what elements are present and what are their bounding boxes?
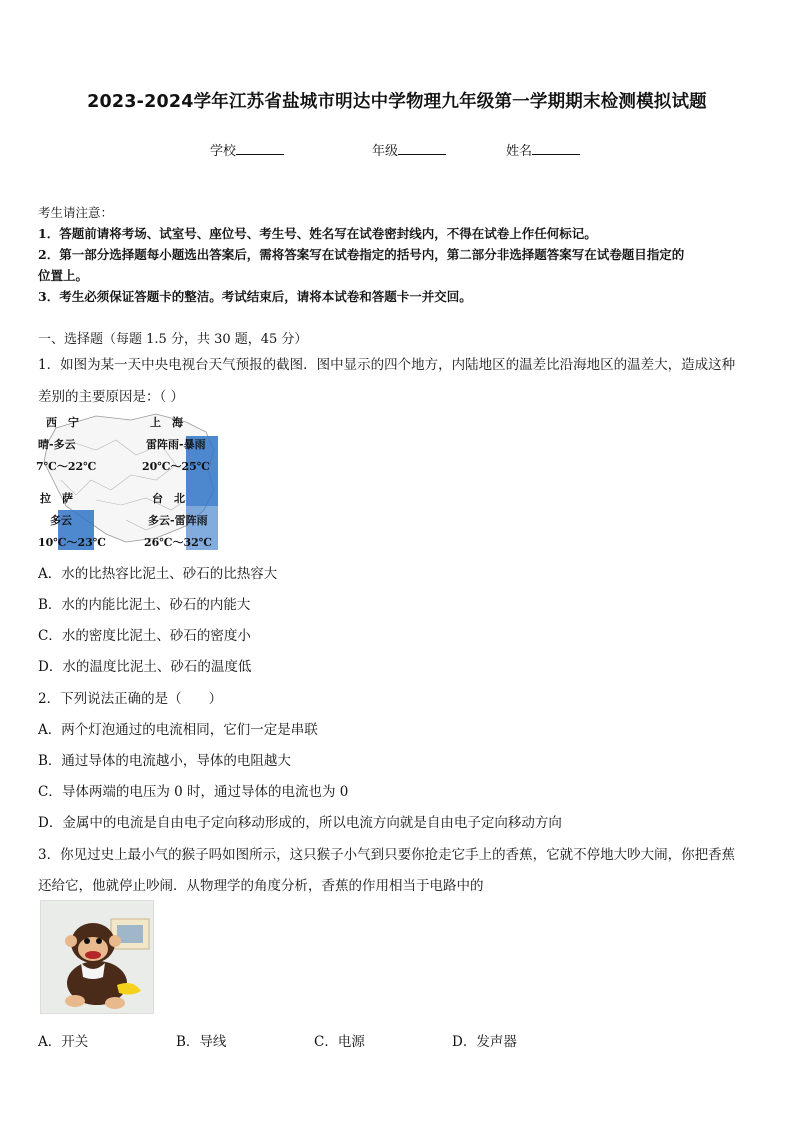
q2-option-d: D．金属中的电流是自由电子定向移动形成的，所以电流方向就是自由电子定向移动方向	[38, 815, 562, 831]
map-lasa-temp: 10℃～23℃	[38, 536, 106, 549]
q1-option-c: C．水的密度比泥土、砂石的密度小	[38, 628, 251, 644]
school-label: 学校	[210, 144, 237, 159]
q3-option-c: C．电源	[314, 1034, 365, 1050]
map-shanghai-temp: 20℃～25℃	[142, 460, 210, 473]
map-shanghai-weather: 雷阵雨-暴雨	[146, 438, 206, 451]
map-shanghai: 上 海	[150, 416, 183, 429]
school-field	[210, 140, 284, 159]
notice-heading: 考生请注意：	[38, 205, 114, 220]
name-label: 姓名	[506, 144, 533, 159]
grade-blank	[398, 142, 446, 155]
notice-item-1: 1．答题前请将考场、试室号、座位号、考生号、姓名写在试卷密封线内，不得在试卷上作任何标记。	[38, 226, 597, 241]
q3-option-d: D．发声器	[452, 1034, 517, 1050]
q3-option-b: B．导线	[176, 1034, 227, 1050]
section-heading: 一、选择题（每题 1.5 分，共 30 题，45 分）	[38, 332, 308, 347]
map-lasa-weather: 多云	[50, 514, 72, 527]
map-taibei-weather: 多云-雷阵雨	[148, 514, 208, 527]
weather-map-figure	[36, 410, 218, 550]
q1-option-d: D．水的温度比泥土、砂石的温度低	[38, 659, 252, 675]
q1-stem-line2: 差别的主要原因是：（ ）	[38, 389, 185, 405]
map-taibei-temp: 26℃～32℃	[144, 536, 212, 549]
q2-stem: 2．下列说法正确的是（ ）	[38, 691, 223, 707]
monkey-toy-photo	[40, 900, 154, 1014]
map-xining-weather: 晴-多云	[38, 438, 76, 451]
map-taibei: 台 北	[152, 492, 185, 505]
notice-item-2: 2．第一部分选择题每小题选出答案后，需将答案写在试卷指定的括号内，第二部分非选择题答案写在试卷题目指定的	[38, 247, 685, 262]
name-field	[506, 140, 580, 159]
china-map-graphic	[36, 410, 218, 550]
name-blank	[532, 142, 580, 155]
q2-option-a: A．两个灯泡通过的电流相同，它们一定是串联	[38, 722, 318, 738]
grade-field	[372, 140, 446, 159]
map-lasa: 拉 萨	[40, 492, 73, 505]
q3-options	[38, 1030, 758, 1050]
school-blank	[236, 142, 284, 155]
q1-stem-line1: 1．如图为某一天中央电视台天气预报的截图．图中显示的四个地方，内陆地区的温差比沿海地区的温差大，造成这种	[38, 357, 736, 373]
q1-option-a: A．水的比热容比泥土、砂石的比热容大	[38, 566, 278, 582]
grade-label: 年级	[372, 144, 399, 159]
q2-option-c: C．导体两端的电压为 0 时，通过导体的电流也为 0	[38, 784, 349, 800]
notice-item-2-cont: 位置上。	[38, 268, 89, 283]
q1-option-b: B．水的内能比泥土、砂石的内能大	[38, 597, 251, 613]
q2-option-b: B．通过导体的电流越小，导体的电阻越大	[38, 753, 291, 769]
notice-item-3: 3．考生必须保证答题卡的整洁。考试结束后，请将本试卷和答题卡一并交回。	[38, 289, 472, 304]
q3-stem-line1: 3．你见过史上最小气的猴子吗如图所示，这只猴子小气到只要你抢走它手上的香蕉，它就不停地大吵大闹，你把香蕉	[38, 847, 736, 863]
map-xining-temp: 7℃～22℃	[36, 460, 97, 473]
monkey-illustration	[41, 901, 153, 1013]
q3-option-a: A．开关	[38, 1034, 89, 1050]
q3-stem-line2: 还给它，他就停止吵闹．从物理学的角度分析，香蕉的作用相当于电路中的	[38, 878, 484, 894]
map-xining: 西 宁	[46, 416, 79, 429]
page-title: 2023-2024学年江苏省盐城市明达中学物理九年级第一学期期末检测模拟试题	[87, 92, 707, 112]
